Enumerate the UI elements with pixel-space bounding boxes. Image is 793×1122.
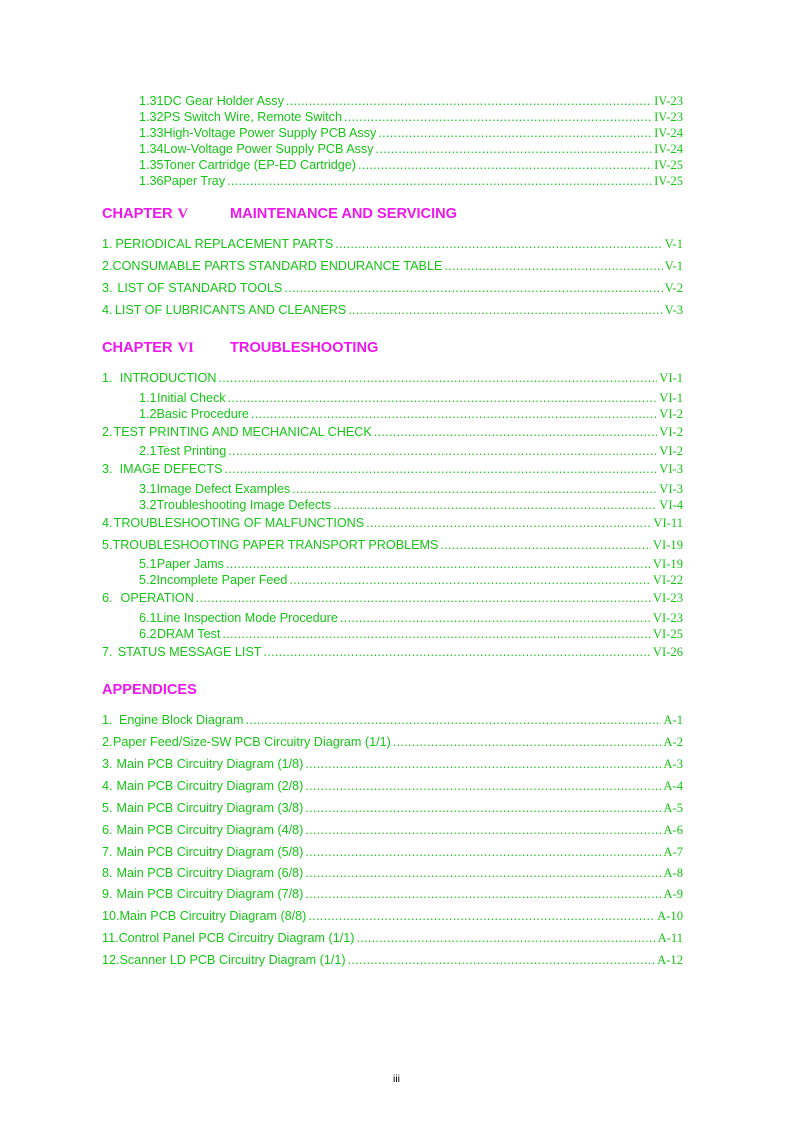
entry-title: Main PCB Circuitry Diagram (5/8) xyxy=(116,845,304,859)
dot-leader xyxy=(228,444,657,459)
entry-page: A-12 xyxy=(657,953,683,967)
toc-entry[interactable] xyxy=(102,462,683,477)
entry-page: VI-1 xyxy=(659,391,683,405)
toc-entry[interactable] xyxy=(139,627,683,642)
dot-leader xyxy=(340,611,651,626)
entry-number: 5.1 xyxy=(139,557,157,571)
toc-entry[interactable] xyxy=(102,735,683,750)
entry-page: VI-23 xyxy=(652,611,683,625)
entry-title: Main PCB Circuitry Diagram (6/8) xyxy=(116,866,304,880)
dot-leader xyxy=(222,627,651,642)
entry-title: TEST PRINTING AND MECHANICAL CHECK xyxy=(113,425,372,439)
toc-entry[interactable] xyxy=(102,823,683,838)
entry-title: DC Gear Holder Assy xyxy=(163,94,284,108)
toc-entry[interactable] xyxy=(102,591,683,606)
entry-title: Test Printing xyxy=(156,444,227,458)
entry-page: A-4 xyxy=(663,779,683,793)
entry-title: Scanner LD PCB Circuitry Diagram (1/1) xyxy=(119,953,346,967)
entry-number: 1.34 xyxy=(139,142,164,156)
entry-number: 1.32 xyxy=(139,110,164,124)
entry-title: Basic Procedure xyxy=(156,407,249,421)
entry-number: 12. xyxy=(102,953,120,967)
toc-entry[interactable] xyxy=(102,516,683,531)
entry-page: A-5 xyxy=(663,801,683,815)
chapter-heading xyxy=(102,340,379,357)
toc-entry[interactable] xyxy=(102,887,683,902)
entry-number: 1. xyxy=(102,371,113,385)
dot-leader xyxy=(335,237,662,252)
entry-page: VI-23 xyxy=(652,591,683,605)
entry-page: VI-19 xyxy=(652,538,683,552)
entry-number: 8. xyxy=(102,866,113,880)
chapter-roman: V xyxy=(177,206,189,222)
entry-page: VI-2 xyxy=(659,425,683,439)
entry-page: VI-2 xyxy=(659,444,683,458)
dot-leader xyxy=(376,142,653,157)
dot-leader xyxy=(289,573,650,588)
entry-number: 4. xyxy=(102,779,113,793)
entry-page: VI-3 xyxy=(659,482,683,496)
toc-entry[interactable] xyxy=(102,303,683,318)
chapter-word: CHAPTER xyxy=(102,340,173,356)
dot-leader xyxy=(305,801,661,816)
entry-title: Main PCB Circuitry Diagram (4/8) xyxy=(116,823,304,837)
entry-number: 3. xyxy=(102,462,113,476)
entry-page: A-8 xyxy=(663,866,683,880)
dot-leader xyxy=(440,538,651,553)
entry-page: A-2 xyxy=(663,735,683,749)
chapter-roman: VI xyxy=(177,340,194,356)
entry-page: IV-23 xyxy=(654,110,683,124)
toc-entry[interactable] xyxy=(102,757,683,772)
entry-page: VI-1 xyxy=(659,371,683,385)
toc-entry[interactable] xyxy=(102,866,683,881)
entry-page: VI-3 xyxy=(659,462,683,476)
dot-leader xyxy=(348,303,662,318)
entry-title: Paper Feed/Size-SW PCB Circuitry Diagram (1/1) xyxy=(112,735,391,749)
entry-page: IV-25 xyxy=(654,174,683,188)
entry-title: INTRODUCTION xyxy=(119,371,217,385)
entry-number: 1.31 xyxy=(139,94,164,108)
dot-leader xyxy=(228,391,658,406)
entry-title: PERIODICAL REPLACEMENT PARTS xyxy=(115,237,334,251)
chapter-title: TROUBLESHOOTING xyxy=(230,340,379,356)
entry-title: TROUBLESHOOTING PAPER TRANSPORT PROBLEMS xyxy=(112,538,439,552)
entry-title: Main PCB Circuitry Diagram (3/8) xyxy=(116,801,304,815)
entry-number: 5. xyxy=(102,801,113,815)
entry-page: V-1 xyxy=(664,237,683,251)
toc-entry[interactable] xyxy=(139,158,683,173)
toc-entry[interactable] xyxy=(139,611,683,626)
chapter-title: MAINTENANCE AND SERVICING xyxy=(230,206,458,222)
entry-number: 1.36 xyxy=(139,174,164,188)
toc-entry[interactable] xyxy=(139,391,683,406)
toc-entry[interactable] xyxy=(102,425,683,440)
toc-entry[interactable] xyxy=(102,953,683,968)
entry-page: A-3 xyxy=(663,757,683,771)
entry-page: VI-25 xyxy=(652,627,683,641)
dot-leader xyxy=(251,407,657,422)
entry-page: A-6 xyxy=(663,823,683,837)
toc-entry[interactable] xyxy=(139,557,683,572)
entry-title: Control Panel PCB Circuitry Diagram (1/1) xyxy=(118,931,355,945)
entry-title: Troubleshooting Image Defects xyxy=(156,498,332,512)
appendices-heading xyxy=(102,682,197,698)
toc-entry[interactable] xyxy=(139,94,683,109)
entry-page: V-1 xyxy=(664,259,683,273)
toc-entry[interactable] xyxy=(139,444,683,459)
entry-page: VI-26 xyxy=(652,645,683,659)
entry-number: 3.2 xyxy=(139,498,157,512)
entry-title: Main PCB Circuitry Diagram (1/8) xyxy=(116,757,304,771)
toc-entry[interactable] xyxy=(139,407,683,422)
entry-title: STATUS MESSAGE LIST xyxy=(117,645,262,659)
toc-entry[interactable] xyxy=(102,237,683,252)
entry-title: Main PCB Circuitry Diagram (8/8) xyxy=(119,909,307,923)
entry-number: 1.2 xyxy=(139,407,157,421)
entry-page: A-11 xyxy=(657,931,683,945)
entry-title: IMAGE DEFECTS xyxy=(119,462,223,476)
entry-title: Line Inspection Mode Procedure xyxy=(156,611,338,625)
entry-number: 10. xyxy=(102,909,120,923)
dot-leader xyxy=(305,845,661,860)
entry-page: A-9 xyxy=(663,887,683,901)
entry-number: 6.1 xyxy=(139,611,157,625)
dot-leader xyxy=(305,887,661,902)
entry-title: Main PCB Circuitry Diagram (2/8) xyxy=(116,779,304,793)
dot-leader xyxy=(284,281,662,296)
toc-entry[interactable] xyxy=(139,142,683,157)
toc-entry[interactable] xyxy=(102,931,683,946)
dot-leader xyxy=(356,931,655,946)
entry-number: 1. xyxy=(102,713,113,727)
entry-number: 11. xyxy=(102,931,119,945)
dot-leader xyxy=(218,371,657,386)
entry-title: High-Voltage Power Supply PCB Assy xyxy=(163,126,377,140)
entry-page: VI-22 xyxy=(652,573,683,587)
toc-entry[interactable] xyxy=(102,259,683,274)
dot-leader xyxy=(374,425,657,440)
dot-leader xyxy=(344,110,652,125)
entry-number: 9. xyxy=(102,887,113,901)
entry-page: VI-11 xyxy=(653,516,683,530)
entry-page: A-7 xyxy=(663,845,683,859)
dot-leader xyxy=(246,713,662,728)
entry-number: 1.1 xyxy=(139,391,157,405)
entry-title: Engine Block Diagram xyxy=(118,713,244,727)
dot-leader xyxy=(378,126,652,141)
entry-title: TROUBLESHOOTING OF MALFUNCTIONS xyxy=(113,516,365,530)
toc-entry[interactable] xyxy=(139,174,683,189)
entry-number: 4. xyxy=(102,516,113,530)
entry-number: 3.1 xyxy=(139,482,157,496)
entry-number: 6. xyxy=(102,591,113,605)
dot-leader xyxy=(305,779,661,794)
entry-title: OPERATION xyxy=(120,591,194,605)
toc-entry[interactable] xyxy=(139,498,683,513)
entry-title: Incomplete Paper Feed xyxy=(156,573,288,587)
entry-title: Initial Check xyxy=(156,391,226,405)
dot-leader xyxy=(226,557,651,572)
dot-leader xyxy=(196,591,651,606)
entry-number: 3. xyxy=(102,281,113,295)
chapter-word: CHAPTER xyxy=(102,206,173,222)
entry-number: 6.2 xyxy=(139,627,157,641)
entry-title: Image Defect Examples xyxy=(156,482,291,496)
dot-leader xyxy=(263,645,650,660)
entry-number: 1.35 xyxy=(139,158,164,172)
entry-number: 2. xyxy=(102,259,113,273)
toc-entry[interactable] xyxy=(102,909,683,924)
entry-title: Low-Voltage Power Supply PCB Assy xyxy=(163,142,374,156)
dot-leader xyxy=(286,94,652,109)
entry-title: Toner Cartridge (EP-ED Cartridge) xyxy=(163,158,356,172)
entry-page: A-10 xyxy=(657,909,683,923)
entry-title: PS Switch Wire, Remote Switch xyxy=(163,110,342,124)
appendices-word: APPENDICES xyxy=(102,682,197,698)
entry-number: 5.2 xyxy=(139,573,157,587)
toc-entry[interactable] xyxy=(139,573,683,588)
entry-title: Paper Tray xyxy=(163,174,226,188)
entry-number: 7. xyxy=(102,645,113,659)
toc-entry[interactable] xyxy=(102,538,683,553)
page-number: iii xyxy=(393,1073,400,1085)
entry-page: IV-24 xyxy=(654,126,683,140)
toc-entry[interactable] xyxy=(102,845,683,860)
toc-entry[interactable] xyxy=(102,281,683,296)
entry-title: LIST OF STANDARD TOOLS xyxy=(117,281,283,295)
dot-leader xyxy=(305,757,661,772)
entry-page: V-3 xyxy=(664,303,683,317)
entry-page: V-2 xyxy=(664,281,683,295)
entry-page: IV-23 xyxy=(654,94,683,108)
entry-page: IV-24 xyxy=(654,142,683,156)
entry-number: 4. xyxy=(102,303,113,317)
dot-leader xyxy=(333,498,657,513)
entry-number: 5. xyxy=(102,538,113,552)
entry-page: A-1 xyxy=(663,713,683,727)
dot-leader xyxy=(366,516,651,531)
entry-title: DRAM Test xyxy=(156,627,221,641)
toc-entry[interactable] xyxy=(102,713,683,728)
entry-number: 7. xyxy=(102,845,113,859)
entry-number: 2.1 xyxy=(139,444,157,458)
dot-leader xyxy=(393,735,662,750)
dot-leader xyxy=(444,259,662,274)
entry-page: IV-25 xyxy=(654,158,683,172)
dot-leader xyxy=(305,866,661,881)
entry-number: 3. xyxy=(102,757,113,771)
dot-leader xyxy=(358,158,652,173)
toc-entry[interactable] xyxy=(102,779,683,794)
entry-title: CONSUMABLE PARTS STANDARD ENDURANCE TABLE xyxy=(112,259,443,273)
toc-entry[interactable] xyxy=(139,110,683,125)
dot-leader xyxy=(227,174,652,189)
entry-number: 1.33 xyxy=(139,126,164,140)
toc-entry[interactable] xyxy=(102,645,683,660)
dot-leader xyxy=(348,953,656,968)
entry-page: VI-4 xyxy=(659,498,683,512)
toc-entry[interactable] xyxy=(102,371,683,386)
entry-number: 1. xyxy=(102,237,113,251)
toc-entry[interactable] xyxy=(102,801,683,816)
entry-title: Main PCB Circuitry Diagram (7/8) xyxy=(116,887,304,901)
entry-page: VI-19 xyxy=(652,557,683,571)
dot-leader xyxy=(305,823,661,838)
entry-title: Paper Jams xyxy=(156,557,224,571)
entry-page: VI-2 xyxy=(659,407,683,421)
dot-leader xyxy=(225,462,658,477)
entry-number: 2. xyxy=(102,425,113,439)
entry-title: LIST OF LUBRICANTS AND CLEANERS xyxy=(114,303,347,317)
chapter-heading xyxy=(102,206,458,223)
toc-entry[interactable] xyxy=(139,482,683,497)
toc-entry[interactable] xyxy=(139,126,683,141)
dot-leader xyxy=(292,482,657,497)
entry-number: 6. xyxy=(102,823,113,837)
entry-number: 2. xyxy=(102,735,113,749)
dot-leader xyxy=(308,909,655,924)
